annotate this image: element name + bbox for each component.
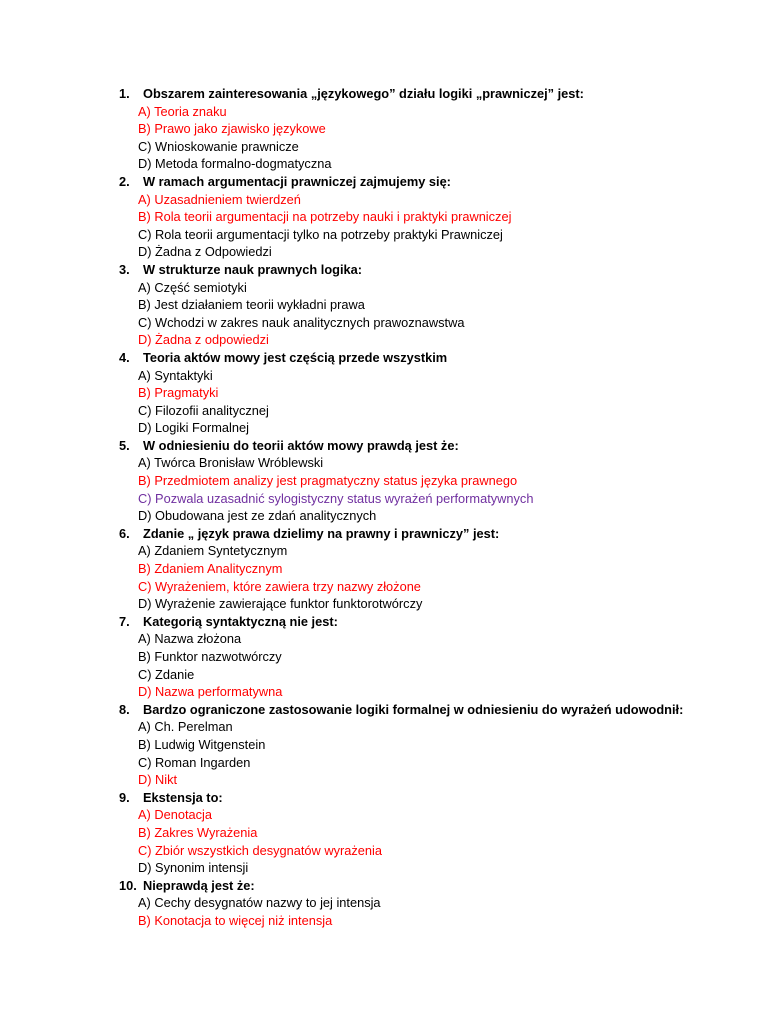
answer-option: B) Prawo jako zjawisko językowe <box>138 121 326 137</box>
answer-option: A) Twórca Bronisław Wróblewski <box>138 455 324 471</box>
question-heading <box>119 85 739 103</box>
answer-option: D) Metoda formalno-dogmatyczna <box>138 156 332 172</box>
question-heading <box>119 877 739 895</box>
answer-option: A) Nazwa złożona <box>138 631 242 647</box>
question-item <box>119 349 739 437</box>
question-text: Zdanie „ język prawa dzielimy na prawny i prawniczy” jest: <box>143 525 500 541</box>
answer-option: D) Wyrażenie zawierające funktor funktorotwórczy <box>138 596 423 612</box>
answer-option: B) Funktor nazwotwórczy <box>138 649 282 664</box>
question-text: Ekstensja to: <box>143 789 223 805</box>
answer-option: C) Wchodzi w zakres nauk analitycznych prawoznawstwa <box>138 314 465 330</box>
answer-option: A) Teoria znaku <box>138 103 227 119</box>
question-heading <box>119 613 739 631</box>
answer-option: C) Zbiór wszystkich desygnatów wyrażenia <box>138 842 382 858</box>
answer-option: C) Wyrażeniem, które zawiera trzy nazwy złożone <box>138 578 421 594</box>
answer-option: A) Uzasadnieniem twierdzeń <box>138 191 301 207</box>
answer-option: C) Rola teorii argumentacji tylko na potrzeby praktyki Prawniczej <box>138 226 503 242</box>
answer-option: D) Żadna z odpowiedzi <box>138 332 269 348</box>
question-text: Teoria aktów mowy jest częścią przede wszystkim <box>143 349 448 365</box>
answer-option: C) Filozofii analitycznej <box>138 402 269 418</box>
question-number: 5. <box>119 437 130 453</box>
answer-option: D) Obudowana jest ze zdań analitycznych <box>138 508 377 524</box>
answer-option: C) Wnioskowanie prawnicze <box>138 138 299 154</box>
question-item <box>119 613 739 701</box>
answer-option: D) Żadna z Odpowiedzi <box>138 244 272 260</box>
answer-option: A) Część semiotyki <box>138 279 247 295</box>
question-text: W strukturze nauk prawnych logika: <box>143 261 363 277</box>
question-item <box>119 173 739 261</box>
question-list <box>119 85 739 930</box>
question-number: 10. <box>119 877 137 893</box>
question-number: 7. <box>119 613 130 629</box>
question-text: W odniesieniu do teorii aktów mowy prawdą jest że: <box>143 437 459 453</box>
answer-option: A) Cechy desygnatów nazwy to jej intensja <box>138 895 381 911</box>
answer-option: B) Jest działaniem teorii wykładni prawa <box>138 297 365 313</box>
question-item <box>119 877 739 930</box>
answer-option: D) Logiki Formalnej <box>138 420 249 436</box>
question-number: 9. <box>119 789 130 805</box>
question-heading <box>119 349 739 367</box>
answer-option: D) Nikt <box>138 772 178 788</box>
answer-option: B) Zdaniem Analitycznym <box>138 561 283 577</box>
answer-option: B) Ludwig Witgenstein <box>138 736 266 752</box>
question-text: W ramach argumentacji prawniczej zajmujemy się: <box>143 173 451 189</box>
question-item <box>119 261 739 349</box>
answer-option: B) Konotacja to więcej niż intensja <box>138 912 333 928</box>
answer-option: D) Synonim intensji <box>138 860 249 876</box>
answer-option: C) Roman Ingarden <box>138 754 251 770</box>
answer-option: B) Przedmiotem analizy jest pragmatyczny status języka prawnego <box>138 473 518 489</box>
question-heading <box>119 701 739 719</box>
answer-option: B) Rola teorii argumentacji na potrzeby nauki i praktyki prawniczej <box>138 209 512 225</box>
answer-option: C) Zdanie <box>138 666 195 682</box>
question-heading <box>119 173 739 191</box>
question-text: Bardzo ograniczone zastosowanie logiki formalnej w odniesieniu do wyrażeń udowodnił: <box>143 701 684 717</box>
question-number: 6. <box>119 525 130 541</box>
question-item <box>119 437 739 525</box>
answer-option: A) Denotacja <box>138 807 212 823</box>
answer-option: D) Nazwa performatywna <box>138 684 283 700</box>
question-text: Nieprawdą jest że: <box>143 877 255 893</box>
answer-option: A) Ch. Perelman <box>138 719 233 735</box>
question-item <box>119 789 739 877</box>
question-heading <box>119 261 739 279</box>
question-item <box>119 525 739 613</box>
question-number: 8. <box>119 701 130 717</box>
question-heading <box>119 437 739 455</box>
question-number: 4. <box>119 349 130 365</box>
answer-option: C) Pozwala uzasadnić sylogistyczny status wyrażeń performatywnych <box>138 490 534 506</box>
answer-option: A) Syntaktyki <box>138 367 213 383</box>
question-item <box>119 85 739 173</box>
question-heading <box>119 525 739 543</box>
answer-option: B) Pragmatyki <box>138 385 219 401</box>
question-number: 2. <box>119 173 130 189</box>
answer-option: A) Zdaniem Syntetycznym <box>138 543 288 559</box>
question-item <box>119 701 739 789</box>
answer-option: B) Zakres Wyrażenia <box>138 824 258 840</box>
question-number: 3. <box>119 261 130 277</box>
question-text: Obszarem zainteresowania „językowego” działu logiki „prawniczej” jest: <box>143 86 584 101</box>
question-number: 1. <box>119 86 130 101</box>
question-text: Kategorią syntaktyczną nie jest: <box>143 613 338 629</box>
question-heading <box>119 789 739 807</box>
